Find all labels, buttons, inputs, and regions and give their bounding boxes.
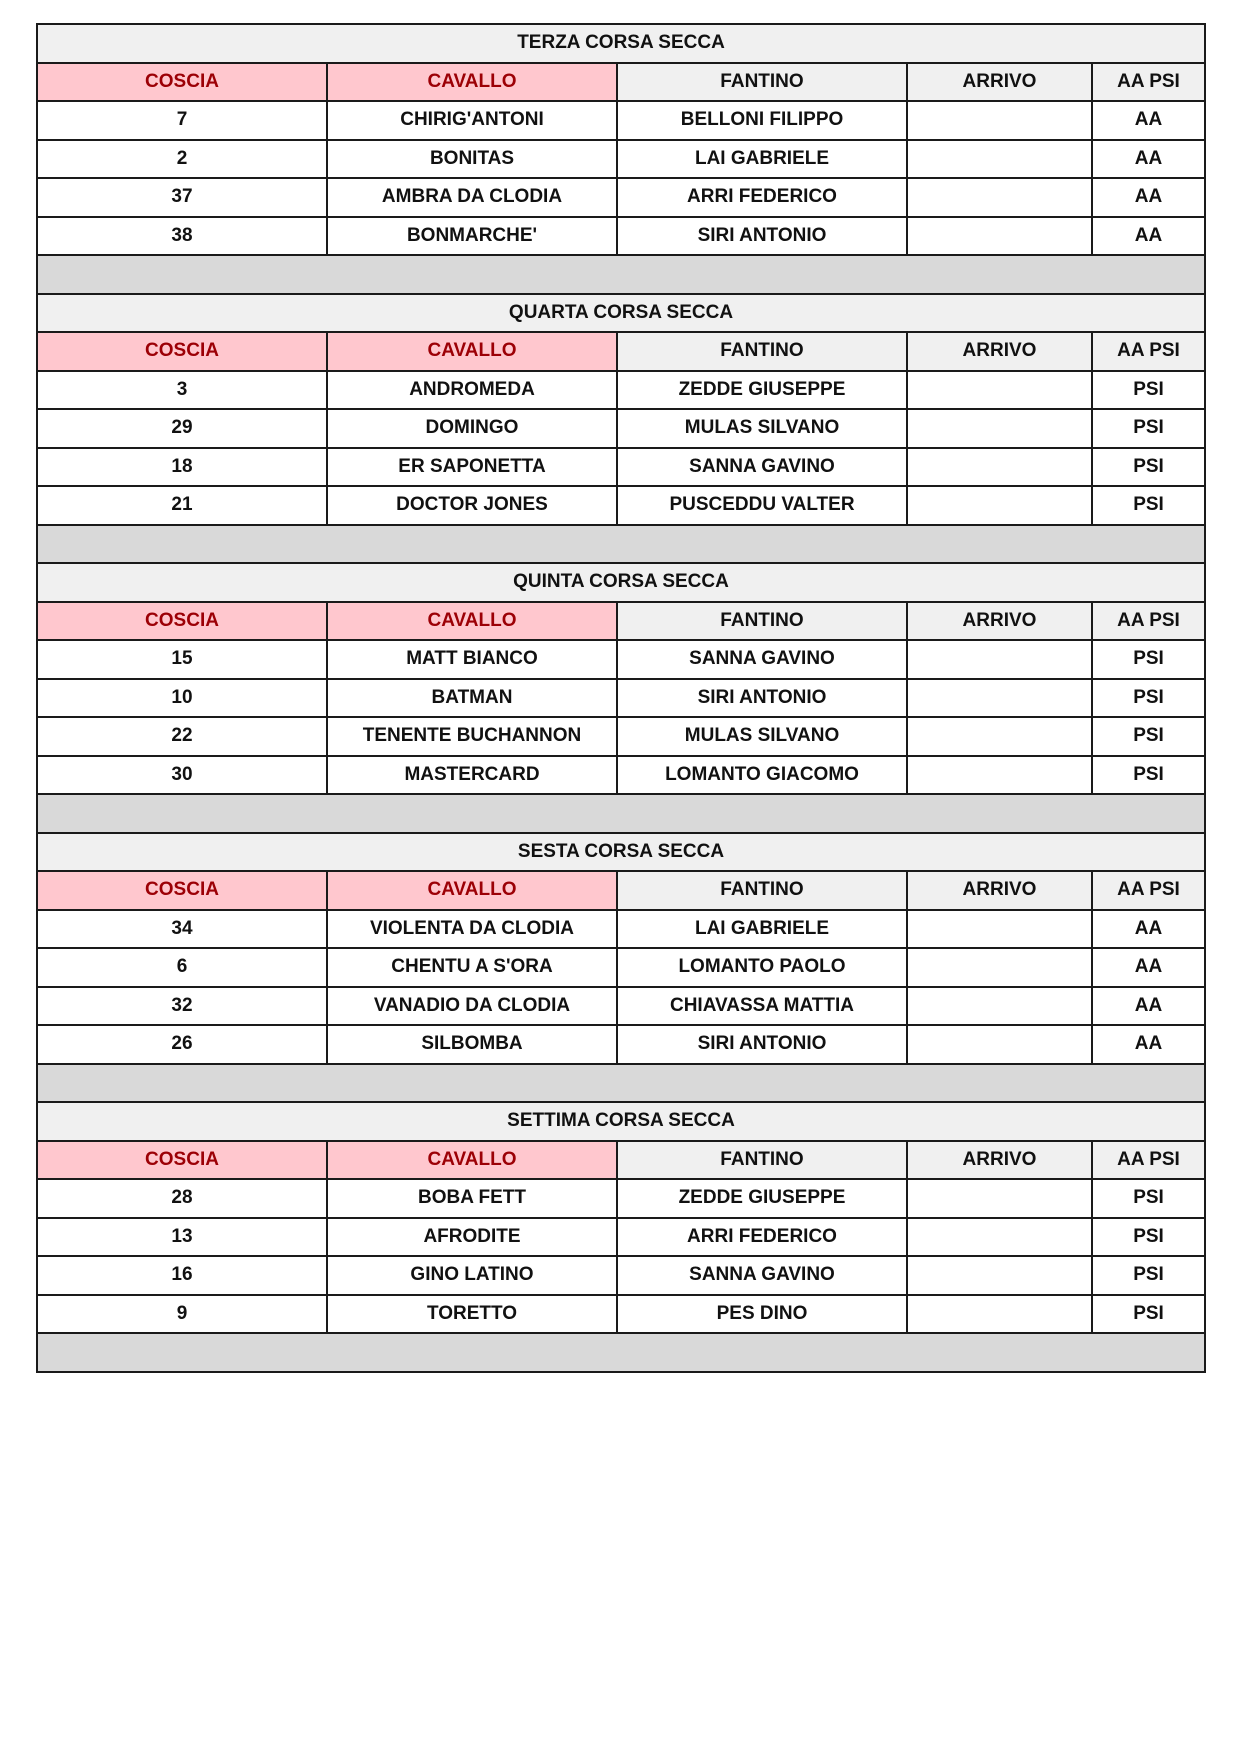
table-row — [37, 717, 1205, 756]
table-row — [37, 756, 1205, 795]
race-table-body — [37, 24, 1205, 1372]
cell-aa-psi: PSI — [1092, 371, 1205, 410]
cell-aa-psi: PSI — [1092, 756, 1205, 795]
cell-cavallo: CHIRIG'ANTONI — [327, 101, 617, 140]
table-row — [37, 987, 1205, 1026]
table-row — [37, 948, 1205, 987]
cell-coscia: 32 — [37, 987, 327, 1026]
column-header-arrivo: ARRIVO — [907, 871, 1092, 910]
column-header-fantino: FANTINO — [617, 871, 907, 910]
cell-fantino: ZEDDE GIUSEPPE — [617, 371, 907, 410]
race-separator — [37, 1333, 1205, 1372]
column-header-coscia: COSCIA — [37, 602, 327, 641]
cell-aa-psi: AA — [1092, 910, 1205, 949]
cell-arrivo — [907, 1256, 1092, 1295]
cell-aa-psi: AA — [1092, 140, 1205, 179]
cell-fantino: SIRI ANTONIO — [617, 217, 907, 256]
cell-coscia: 34 — [37, 910, 327, 949]
cell-arrivo — [907, 948, 1092, 987]
column-header-cavallo: CAVALLO — [327, 602, 617, 641]
table-row — [37, 371, 1205, 410]
race-title: QUARTA CORSA SECCA — [37, 294, 1205, 333]
cell-coscia: 37 — [37, 178, 327, 217]
race-title-row — [37, 563, 1205, 602]
table-row — [37, 679, 1205, 718]
cell-cavallo: ANDROMEDA — [327, 371, 617, 410]
cell-fantino: SIRI ANTONIO — [617, 1025, 907, 1064]
cell-coscia: 26 — [37, 1025, 327, 1064]
column-header-aa-psi: AA PSI — [1092, 1141, 1205, 1180]
cell-cavallo: TENENTE BUCHANNON — [327, 717, 617, 756]
cell-cavallo: BONITAS — [327, 140, 617, 179]
cell-coscia: 22 — [37, 717, 327, 756]
column-header-coscia: COSCIA — [37, 63, 327, 102]
table-row — [37, 1025, 1205, 1064]
cell-fantino: LOMANTO PAOLO — [617, 948, 907, 987]
table-row — [37, 101, 1205, 140]
cell-cavallo: MATT BIANCO — [327, 640, 617, 679]
cell-cavallo: BOBA FETT — [327, 1179, 617, 1218]
race-title-row — [37, 1102, 1205, 1141]
race-table — [36, 23, 1206, 1373]
cell-cavallo: AFRODITE — [327, 1218, 617, 1257]
table-row — [37, 217, 1205, 256]
cell-cavallo: VANADIO DA CLODIA — [327, 987, 617, 1026]
cell-coscia: 6 — [37, 948, 327, 987]
column-header-coscia: COSCIA — [37, 871, 327, 910]
cell-fantino: CHIAVASSA MATTIA — [617, 987, 907, 1026]
cell-coscia: 18 — [37, 448, 327, 487]
column-header-cavallo: CAVALLO — [327, 871, 617, 910]
cell-coscia: 3 — [37, 371, 327, 410]
cell-fantino: LAI GABRIELE — [617, 910, 907, 949]
race-title-row — [37, 294, 1205, 333]
cell-fantino: SANNA GAVINO — [617, 640, 907, 679]
cell-fantino: LOMANTO GIACOMO — [617, 756, 907, 795]
cell-coscia: 15 — [37, 640, 327, 679]
cell-fantino: SANNA GAVINO — [617, 1256, 907, 1295]
cell-fantino: PES DINO — [617, 1295, 907, 1334]
cell-coscia: 29 — [37, 409, 327, 448]
table-row — [37, 178, 1205, 217]
cell-cavallo: VIOLENTA DA CLODIA — [327, 910, 617, 949]
cell-arrivo — [907, 1025, 1092, 1064]
column-header-coscia: COSCIA — [37, 1141, 327, 1180]
cell-cavallo: MASTERCARD — [327, 756, 617, 795]
cell-aa-psi: AA — [1092, 101, 1205, 140]
column-header-arrivo: ARRIVO — [907, 602, 1092, 641]
cell-aa-psi: PSI — [1092, 679, 1205, 718]
column-header-cavallo: CAVALLO — [327, 332, 617, 371]
cell-coscia: 38 — [37, 217, 327, 256]
column-header-row — [37, 602, 1205, 641]
cell-cavallo: AMBRA DA CLODIA — [327, 178, 617, 217]
cell-coscia: 13 — [37, 1218, 327, 1257]
cell-fantino: LAI GABRIELE — [617, 140, 907, 179]
cell-fantino: MULAS SILVANO — [617, 717, 907, 756]
cell-cavallo: BONMARCHE' — [327, 217, 617, 256]
race-separator-row — [37, 1333, 1205, 1372]
cell-cavallo: DOMINGO — [327, 409, 617, 448]
race-title-row — [37, 24, 1205, 63]
table-row — [37, 640, 1205, 679]
column-header-aa-psi: AA PSI — [1092, 602, 1205, 641]
cell-fantino: BELLONI FILIPPO — [617, 101, 907, 140]
table-row — [37, 1218, 1205, 1257]
table-row — [37, 448, 1205, 487]
cell-coscia: 7 — [37, 101, 327, 140]
table-row — [37, 910, 1205, 949]
table-row — [37, 140, 1205, 179]
column-header-fantino: FANTINO — [617, 332, 907, 371]
cell-aa-psi: AA — [1092, 178, 1205, 217]
cell-coscia: 2 — [37, 140, 327, 179]
cell-arrivo — [907, 1295, 1092, 1334]
table-row — [37, 1295, 1205, 1334]
column-header-row — [37, 332, 1205, 371]
cell-aa-psi: PSI — [1092, 717, 1205, 756]
cell-aa-psi: PSI — [1092, 1179, 1205, 1218]
cell-arrivo — [907, 1179, 1092, 1218]
cell-cavallo: SILBOMBA — [327, 1025, 617, 1064]
cell-arrivo — [907, 717, 1092, 756]
cell-coscia: 28 — [37, 1179, 327, 1218]
column-header-fantino: FANTINO — [617, 602, 907, 641]
column-header-row — [37, 871, 1205, 910]
table-row — [37, 409, 1205, 448]
cell-arrivo — [907, 640, 1092, 679]
column-header-arrivo: ARRIVO — [907, 63, 1092, 102]
cell-arrivo — [907, 371, 1092, 410]
column-header-row — [37, 1141, 1205, 1180]
race-separator-row — [37, 1064, 1205, 1103]
race-separator — [37, 794, 1205, 833]
cell-fantino: SANNA GAVINO — [617, 448, 907, 487]
race-separator — [37, 1064, 1205, 1103]
column-header-aa-psi: AA PSI — [1092, 63, 1205, 102]
cell-aa-psi: PSI — [1092, 448, 1205, 487]
cell-aa-psi: PSI — [1092, 1256, 1205, 1295]
cell-arrivo — [907, 178, 1092, 217]
cell-aa-psi: AA — [1092, 1025, 1205, 1064]
race-separator — [37, 525, 1205, 564]
cell-aa-psi: PSI — [1092, 1295, 1205, 1334]
race-title: SETTIMA CORSA SECCA — [37, 1102, 1205, 1141]
race-separator-row — [37, 794, 1205, 833]
column-header-fantino: FANTINO — [617, 63, 907, 102]
cell-arrivo — [907, 409, 1092, 448]
cell-aa-psi: PSI — [1092, 640, 1205, 679]
cell-aa-psi: AA — [1092, 217, 1205, 256]
table-row — [37, 1256, 1205, 1295]
cell-aa-psi: AA — [1092, 948, 1205, 987]
cell-fantino: MULAS SILVANO — [617, 409, 907, 448]
race-sheet — [36, 23, 1204, 1373]
cell-arrivo — [907, 140, 1092, 179]
cell-fantino: ARRI FEDERICO — [617, 178, 907, 217]
cell-arrivo — [907, 679, 1092, 718]
column-header-coscia: COSCIA — [37, 332, 327, 371]
cell-coscia: 16 — [37, 1256, 327, 1295]
cell-cavallo: ER SAPONETTA — [327, 448, 617, 487]
column-header-aa-psi: AA PSI — [1092, 332, 1205, 371]
cell-arrivo — [907, 448, 1092, 487]
race-separator — [37, 255, 1205, 294]
race-title: SESTA CORSA SECCA — [37, 833, 1205, 872]
column-header-aa-psi: AA PSI — [1092, 871, 1205, 910]
cell-coscia: 30 — [37, 756, 327, 795]
race-title: QUINTA CORSA SECCA — [37, 563, 1205, 602]
race-title-row — [37, 833, 1205, 872]
table-row — [37, 1179, 1205, 1218]
cell-arrivo — [907, 101, 1092, 140]
column-header-fantino: FANTINO — [617, 1141, 907, 1180]
cell-arrivo — [907, 910, 1092, 949]
race-separator-row — [37, 255, 1205, 294]
cell-coscia: 21 — [37, 486, 327, 525]
race-title: TERZA CORSA SECCA — [37, 24, 1205, 63]
cell-aa-psi: PSI — [1092, 1218, 1205, 1257]
column-header-cavallo: CAVALLO — [327, 1141, 617, 1180]
cell-cavallo: DOCTOR JONES — [327, 486, 617, 525]
cell-cavallo: TORETTO — [327, 1295, 617, 1334]
cell-cavallo: GINO LATINO — [327, 1256, 617, 1295]
cell-fantino: ARRI FEDERICO — [617, 1218, 907, 1257]
cell-coscia: 10 — [37, 679, 327, 718]
column-header-cavallo: CAVALLO — [327, 63, 617, 102]
cell-aa-psi: PSI — [1092, 409, 1205, 448]
cell-arrivo — [907, 486, 1092, 525]
cell-cavallo: CHENTU A S'ORA — [327, 948, 617, 987]
cell-aa-psi: PSI — [1092, 486, 1205, 525]
cell-arrivo — [907, 756, 1092, 795]
column-header-row — [37, 63, 1205, 102]
column-header-arrivo: ARRIVO — [907, 332, 1092, 371]
table-row — [37, 486, 1205, 525]
cell-fantino: SIRI ANTONIO — [617, 679, 907, 718]
cell-arrivo — [907, 1218, 1092, 1257]
cell-fantino: ZEDDE GIUSEPPE — [617, 1179, 907, 1218]
cell-arrivo — [907, 217, 1092, 256]
race-separator-row — [37, 525, 1205, 564]
cell-fantino: PUSCEDDU VALTER — [617, 486, 907, 525]
column-header-arrivo: ARRIVO — [907, 1141, 1092, 1180]
cell-aa-psi: AA — [1092, 987, 1205, 1026]
cell-coscia: 9 — [37, 1295, 327, 1334]
cell-arrivo — [907, 987, 1092, 1026]
cell-cavallo: BATMAN — [327, 679, 617, 718]
